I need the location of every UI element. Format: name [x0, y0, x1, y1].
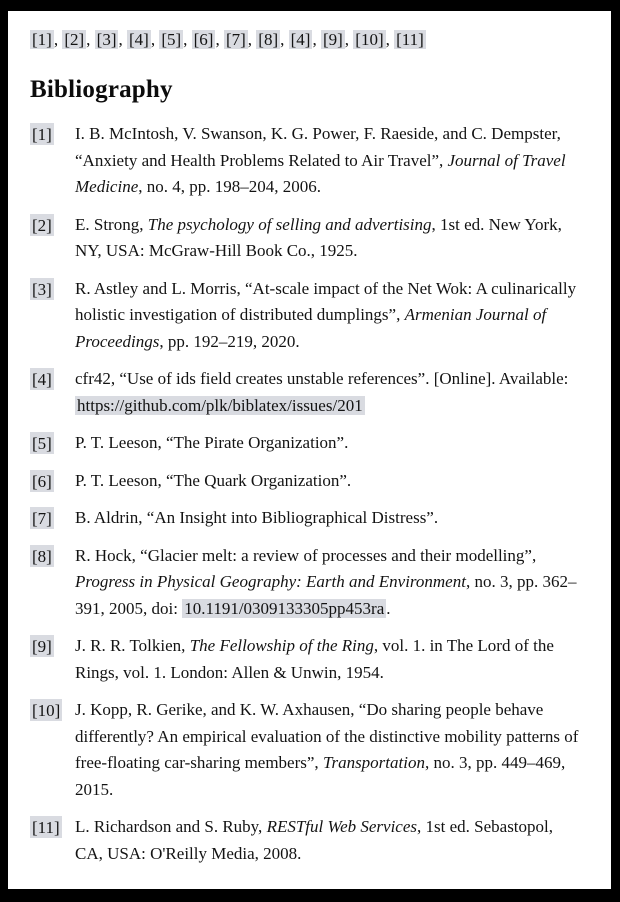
reference-label[interactable]: [9] — [32, 637, 52, 656]
reference-text — [75, 212, 580, 265]
reference-text — [75, 366, 580, 419]
bibliography-list — [30, 121, 591, 867]
reference-label[interactable]: [5] — [32, 434, 52, 453]
citation-link[interactable]: [8] — [258, 30, 279, 49]
reference-title-italic: Transportation — [322, 753, 425, 772]
document-page — [8, 11, 611, 889]
reference-text-segment: P. T. Leeson, “The Pirate Organization”. — [75, 433, 349, 452]
reference-item — [30, 468, 591, 495]
reference-text-segment: J. Kopp, R. Gerike, and K. W. Axhausen, “Do sharing people behave differently? An empirical evaluation of the distinctive mobility patterns of free-floating car-sharing members”, — [75, 700, 579, 772]
reference-item — [30, 276, 591, 356]
reference-label[interactable]: [1] — [32, 125, 52, 144]
page-title: Bibliography — [30, 76, 173, 103]
reference-label[interactable]: [3] — [32, 279, 52, 299]
reference-label[interactable]: [7] — [32, 509, 52, 528]
citation-link[interactable]: [4] — [290, 30, 311, 49]
reference-text — [75, 814, 580, 867]
reference-text — [75, 633, 580, 686]
reference-title-italic: The psychology of selling and advertising — [147, 214, 432, 234]
reference-text-segment: P. T. Leeson, “The Quark Organization”. — [75, 470, 352, 490]
reference-text-segment: , no. 3, pp. 362–391, 2005, doi: — [75, 572, 577, 618]
reference-item — [30, 814, 591, 867]
reference-item — [30, 430, 591, 457]
reference-text-segment: E. Strong, — [75, 214, 148, 234]
reference-label[interactable]: [6] — [32, 471, 52, 491]
citation-link[interactable]: [6] — [193, 30, 214, 49]
reference-text-segment: , 1st ed. Sebastopol, CA, USA: O'Reilly Media, 2008. — [75, 817, 554, 863]
citation-link[interactable]: [11] — [396, 30, 424, 49]
citation-link[interactable]: [10] — [355, 30, 384, 49]
reference-item — [30, 505, 591, 532]
citation-link[interactable]: [5] — [161, 30, 182, 49]
reference-item — [30, 543, 591, 623]
reference-text-segment: J. R. R. Tolkien, — [75, 636, 190, 655]
reference-text-segment: B. Aldrin, “An Insight into Bibliographical Distress”. — [75, 508, 439, 527]
reference-text-segment: cfr42, “Use of ids field creates unstable references”. [Online]. Available: — [75, 369, 569, 388]
reference-text-segment: , 1st ed. New York, NY, USA: McGraw-Hill Book Co., 1925. — [75, 214, 562, 260]
reference-text-segment: . — [386, 598, 391, 618]
reference-text-segment: R. Hock, “Glacier melt: a review of processes and their modelling”, — [75, 545, 537, 565]
reference-text-segment: , pp. 192–219, 2020. — [159, 331, 300, 351]
reference-link[interactable]: 10.1191/0309133305pp453ra — [184, 598, 385, 618]
reference-title-italic: The Fellowship of the Ring — [189, 636, 374, 655]
reference-text — [75, 121, 580, 201]
reference-text-segment: , vol. 1. in The Lord of the Rings, vol. 1. London: Allen & Unwin, 1954. — [75, 636, 554, 682]
reference-label[interactable]: [11] — [32, 818, 60, 837]
reference-title-italic: Journal of Travel Medicine — [75, 150, 566, 196]
reference-title-italic: RESTful Web Services — [266, 817, 418, 836]
reference-label[interactable]: [8] — [32, 546, 52, 566]
reference-text-segment: , no. 4, pp. 198–204, 2006. — [138, 177, 321, 196]
reference-text — [75, 276, 580, 356]
reference-item — [30, 121, 591, 201]
reference-text — [75, 430, 580, 457]
citation-link[interactable]: [3] — [96, 30, 117, 49]
reference-text-segment: I. B. McIntosh, V. Swanson, K. G. Power, F. Raeside, and C. Dempster, “Anxiety and Health Problems Related to Air Travel”, — [75, 124, 561, 170]
reference-label[interactable]: [2] — [32, 215, 52, 235]
reference-link[interactable]: https://github.com/plk/biblatex/issues/201 — [77, 395, 363, 415]
reference-text — [75, 697, 580, 803]
reference-text — [75, 468, 580, 495]
reference-text-segment: , no. 3, pp. 449–469, 2015. — [75, 753, 566, 799]
reference-text — [75, 505, 580, 532]
reference-item — [30, 212, 591, 265]
reference-label[interactable]: [10] — [32, 701, 61, 720]
citation-link[interactable]: [7] — [225, 30, 246, 49]
reference-title-italic: Armenian Journal of Proceedings — [75, 305, 547, 351]
citation-link[interactable]: [1] — [32, 30, 52, 49]
reference-label[interactable]: [4] — [32, 370, 52, 389]
citation-link[interactable]: [9] — [322, 30, 343, 49]
citation-link[interactable]: [4] — [128, 30, 149, 49]
reference-item — [30, 697, 591, 803]
reference-title-italic: Progress in Physical Geography: Earth and Environment — [75, 572, 466, 591]
reference-item — [30, 366, 591, 419]
reference-text-segment: R. Astley and L. Morris, “At-scale impact of the Net Wok: A culinarically holistic investigation of distributed dumplings”, — [75, 278, 577, 324]
reference-text-segment: L. Richardson and S. Ruby, — [75, 817, 267, 836]
citation-line: [1] , [2] , [3] , [4] , [5] , [6] , [7] , [8] , [4] , [9] , [10] , [11] — [32, 30, 424, 49]
reference-item — [30, 633, 591, 686]
citation-link[interactable]: [2] — [64, 30, 85, 49]
reference-text — [75, 543, 580, 623]
